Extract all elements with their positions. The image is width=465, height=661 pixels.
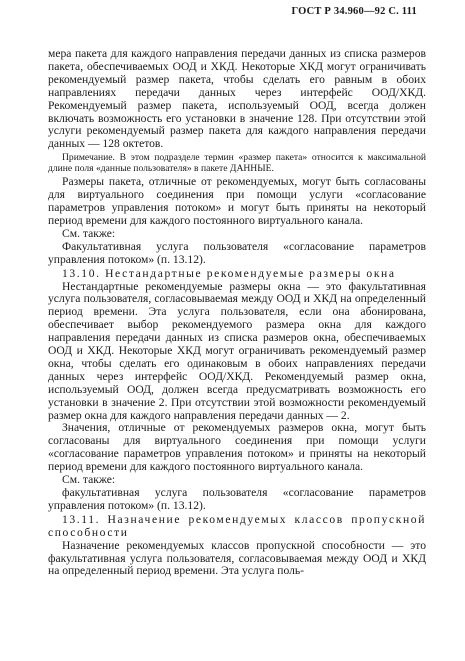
running-header: ГОСТ Р 34.960—92 С. 111 bbox=[291, 6, 417, 17]
cross-reference: Факультативная услуга пользователя «согласование параметров управления потоком» (п. 13.12). bbox=[48, 239, 426, 266]
section-heading-13-11: 13.11. Назначение рекомендуемых классов пропускной способности bbox=[48, 512, 426, 539]
note: Примечание. В этом подразделе термин «размер пакета» относится к максимальной длине поля «данные пользователя» в пакете ДАННЫЕ. bbox=[48, 152, 426, 175]
cross-reference: факультативная услуга пользователя «согласование параметров управления потоком» (п. 13.12). bbox=[48, 486, 426, 512]
paragraph: мера пакета для каждого направления передачи данных из списка размеров пакета, обеспечиваемых ООД и ХКД. Некоторые ХКД могут ограничивать рекомендуемый размер пакета, чтобы сделать его равным в обоих направлениях передачи данных через интерфейс ООД/ХКД. Рекомендуемый размер пакета, используемый ООД, всегда должен включать возможность его установки в значение 128. При отсутствии этой услуги рекомендуемый размер пакета для каждого направления передачи данных — 128 октетов. bbox=[48, 47, 426, 151]
paragraph: Размеры пакета, отличные от рекомендуемых, могут быть согласованы для виртуального соединения при помощи услуги «согласование параметров управления потоком» и могут быть приняты на некоторый период времени для каждого постоянного виртуального канала. bbox=[48, 175, 426, 227]
paragraph: Значения, отличные от рекомендуемых размеров окна, могут быть согласованы для виртуального соединения при помощи услуги «согласование параметров управления потоком» и приняты на некоторый период времени для каждого постоянного виртуального канала. bbox=[48, 421, 426, 474]
see-also-label: См. также: bbox=[62, 473, 116, 487]
see-also-label: См. также: bbox=[62, 226, 116, 240]
section-heading-13-10: 13.10. Нестандартные рекомендуемые размеры окна bbox=[62, 266, 396, 280]
paragraph: Назначение рекомендуемых классов пропускной способности — это факультативная услуга пользователя, согласовываемая между ООД и ХКД на определенный период времени. Эта услуга поль- bbox=[48, 538, 426, 578]
paragraph: Нестандартные рекомендуемые размеры окна — это факультативная услуга пользователя, согласовываемая между ООД и ХКД на определенный период времени. Эта услуга пользователя, если она абонирована, обеспечивает выбор рекомендуемого размера окна для каждого направления передачи данных из списка размеров окна, обеспечиваемых ООД и ХКД. Некоторые ХКД могут ограничивать рекомендуемый размер окна, чтобы сделать его одинаковым в обоих направлениях передачи данных через интерфейс ООД/ХКД. Рекомендуемый размер окна, используемый ООД, должен всегда предусматривать возможность его установки в значение 2. При отсутствии этой возможности рекомендуемый размер окна для каждого направления передачи данных — 2. bbox=[48, 279, 426, 422]
page-body bbox=[48, 48, 426, 578]
